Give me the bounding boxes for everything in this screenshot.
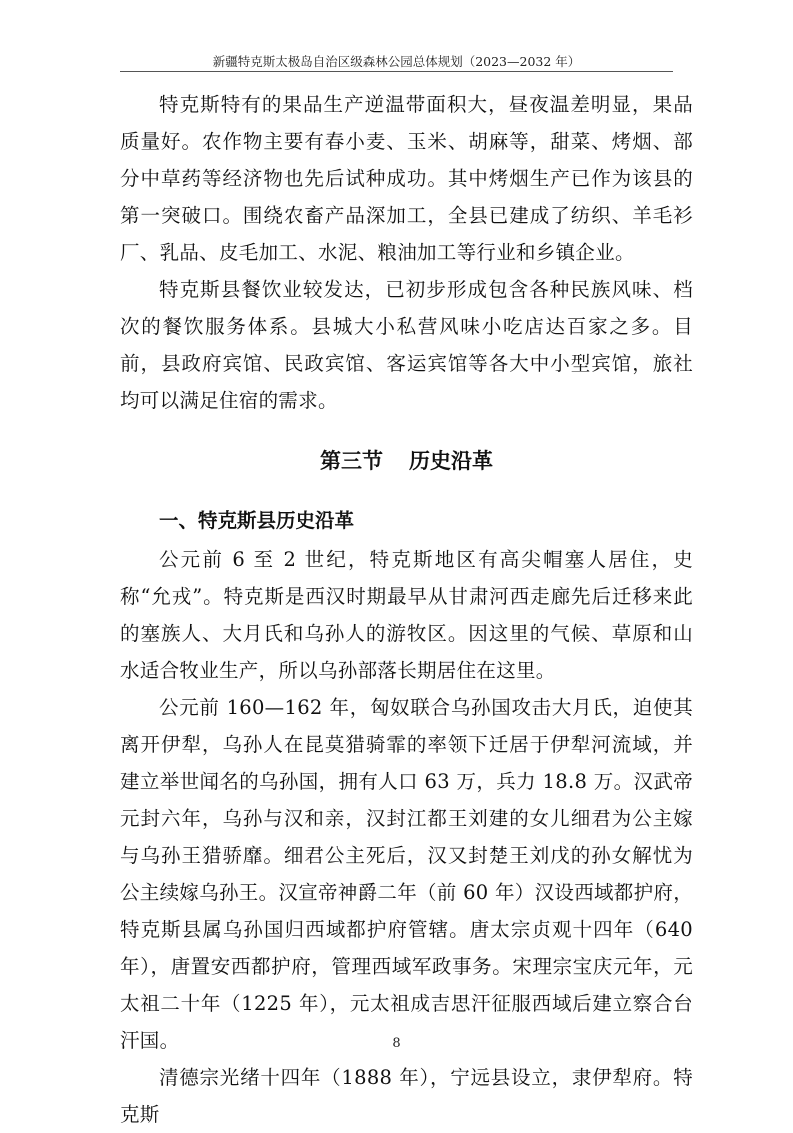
paragraph-fruit-agriculture: 特克斯特有的果品生产逆温带面积大，昼夜温差明显，果品质量好。农作物主要有春小麦、玉米、胡麻等，甜菜、烤烟、部分中草药等经济物也先后试种成功。其中烤烟生产已作为该县的第一突破口。围绕农畜产品深加工，全县已建成了纺织、羊毛衫厂、乳品、皮毛加工、水泥、粮油加工等行业和乡镇企业。 [120,93,693,264]
paragraph-catering-hotels: 特克斯县餐饮业较发达，已初步形成包含各种民族风味、档次的餐饮服务体系。县城大小私营风味小吃店达百家之多。目前，县政府宾馆、民政宾馆、客运宾馆等各大中小型宾馆，旅社均可以满足住宿的需求。 [120,278,693,412]
header-divider [120,71,673,72]
section-number: 第三节 [320,448,383,473]
paragraph-qing-dynasty: 清德宗光绪十四年（1888 年），宁远县设立，隶伊犁府。特克斯 [120,1066,693,1126]
header-title: 新疆特克斯太极岛自治区级森林公园总体规划（2023—2032 年） [212,54,581,69]
paragraph-ancient-history: 公元前 6 至 2 世纪，特克斯地区有高尖帽塞人居住，史称“允戎”。特克斯是西汉时期最早从甘肃河西走廊先后迁移来此的塞族人、大月氏和乌孙人的游牧区。因这里的气候、草原和山水适合牧业生产，所以乌孙部落长期居住在这里。 [120,548,693,682]
document-body [120,86,700,1133]
section-title: 历史沿革 [409,448,493,473]
paragraph-wusun-kingdom: 公元前 160—162 年，匈奴联合乌孙国攻击大月氏，迫使其离开伊犁，乌孙人在昆莫猎骑霏的率领下迁居于伊犁河流域，并建立举世闻名的乌孙国，拥有人口 63 万，兵力 18.8 万。汉武帝元封六年，乌孙与汉和亲，汉封江都王刘建的女儿细君为公主嫁与乌孙王猎骄靡。细君公主死后，汉又封楚王刘戊的孙女解忧为公主续嫁乌孙王。汉宣帝神爵二年（前 60 年）汉设西域都护府，特克斯县属乌孙国归西域都护府管辖。唐太宗贞观十四年（640 年），唐置安西都护府，管理西域军政事务。宋理宗宝庆元年，元太祖二十年（1225 年），元太祖成吉思汗征服西域后建立察合台汗国。 [120,696,700,1052]
subsection-heading: 一、特克斯县历史沿革 [159,509,355,532]
page-number: 8 [392,1036,401,1051]
section-heading [120,441,693,481]
